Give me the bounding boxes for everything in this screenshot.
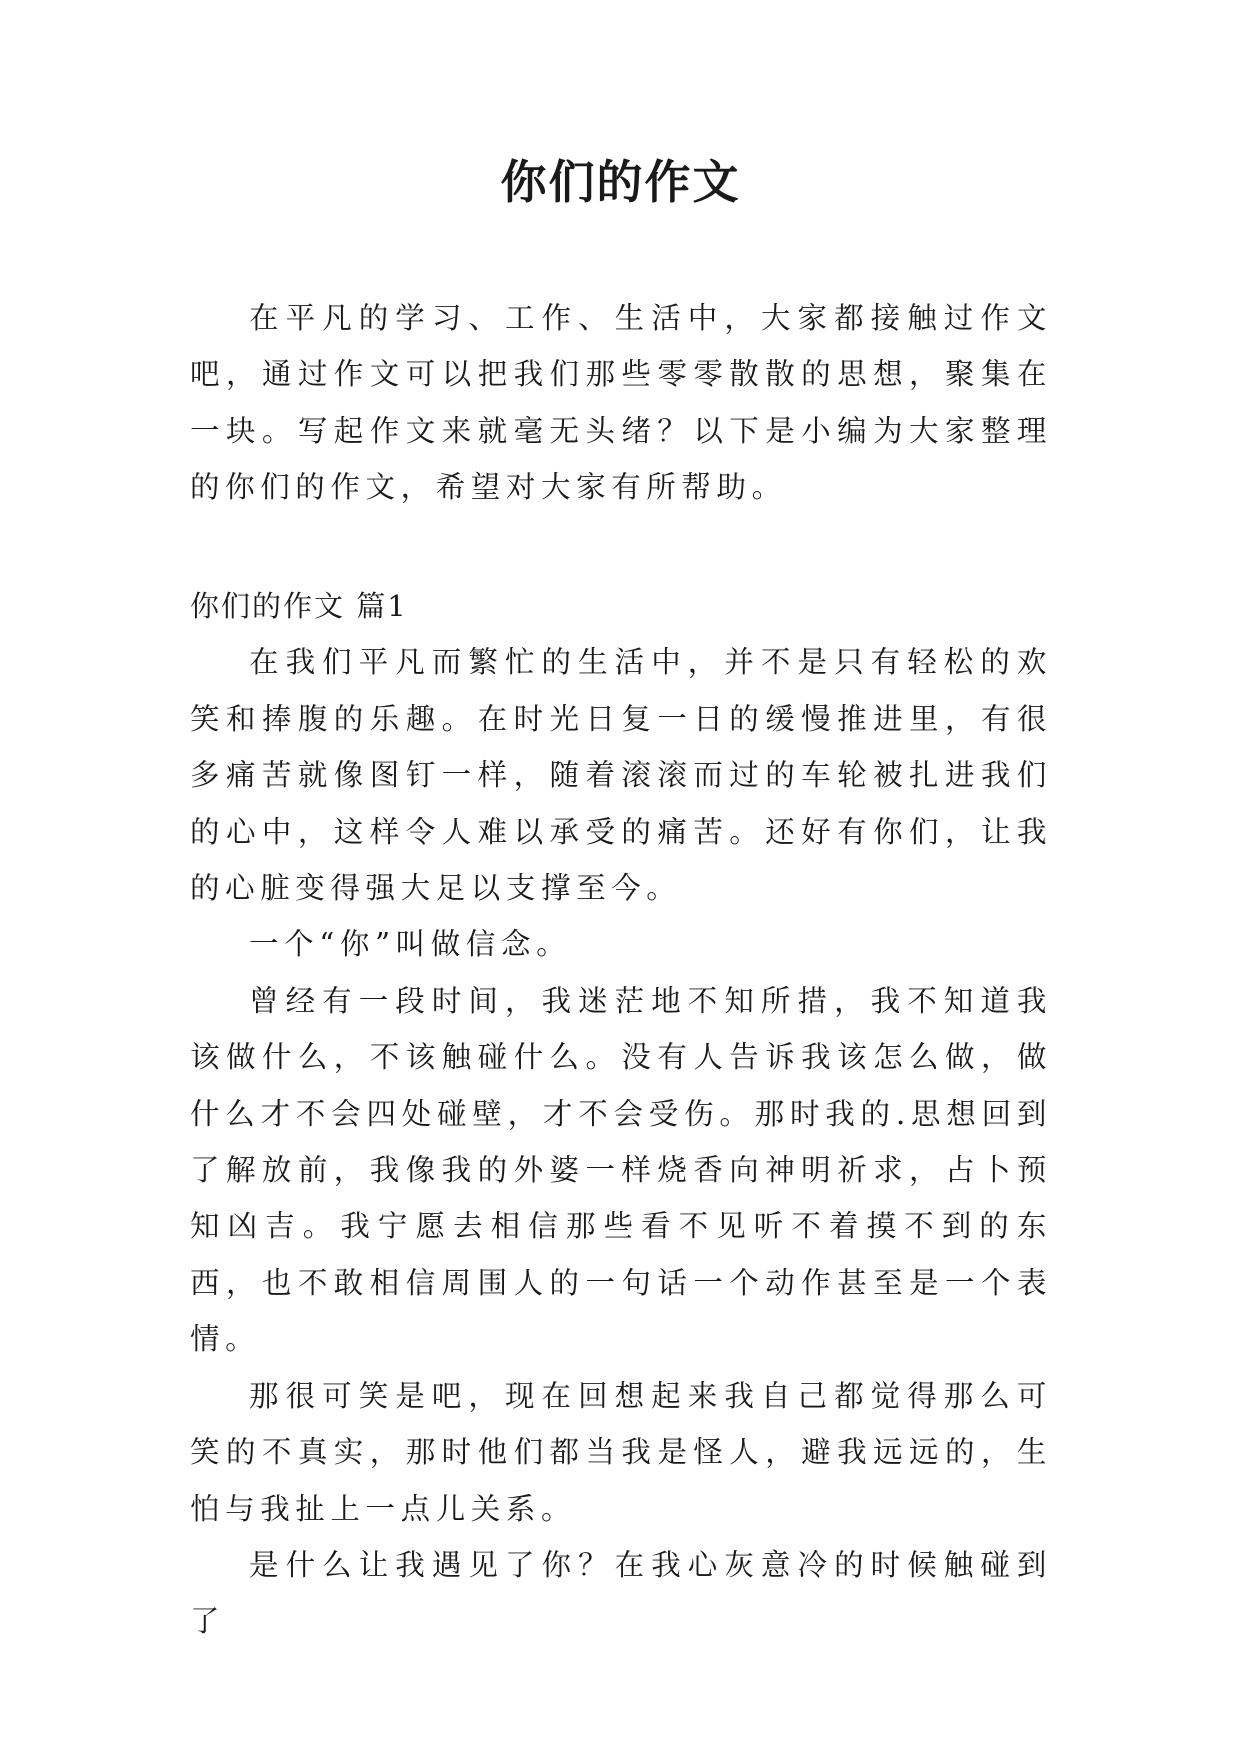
body-paragraph: 曾经有一段时间，我迷茫地不知所措，我不知道我该做什么，不该触碰什么。没有人告诉我该怎么做，做什么才不会四处碰壁，才不会受伤。那时我的.思想回到了解放前，我像我的外婆一样烧香向神明祈求，占卜预知凶吉。我宁愿去相信那些看不见听不着摸不到的东西，也不敢相信周围人的一句话一个动作甚至是一个表情。	[190, 983, 1052, 1357]
section-heading: 你们的作文 篇1	[190, 589, 408, 623]
body-paragraph: 一个“你”叫做信念。	[249, 927, 572, 962]
essay-section-1	[190, 578, 1052, 1650]
intro-paragraph: 在平凡的学习、工作、生活中，大家都接触过作文吧，通过作文可以把我们那些零零散散的思想，聚集在一块。写起作文来就毫无头绪？以下是小编为大家整理的你们的作文，希望对大家有所帮助。	[190, 301, 1052, 505]
document-title: 你们的作文	[500, 155, 741, 209]
body-paragraph: 那很可笑是吧，现在回想起来我自己都觉得那么可笑的不真实，那时他们都当我是怪人，避我远远的，生怕与我扯上一点儿关系。	[190, 1378, 1052, 1526]
body-paragraph: 是什么让我遇见了你？在我心灰意冷的时候触碰到了	[190, 1547, 1052, 1639]
intro-section	[190, 290, 1052, 516]
body-paragraph: 在我们平凡而繁忙的生活中，并不是只有轻松的欢笑和捧腹的乐趣。在时光日复一日的缓慢推进里，有很多痛苦就像图钉一样，随着滚滚而过的车轮被扎进我们的心中，这样令人难以承受的痛苦。还好有你们，让我的心脏变得强大足以支撑至今。	[190, 645, 1052, 906]
